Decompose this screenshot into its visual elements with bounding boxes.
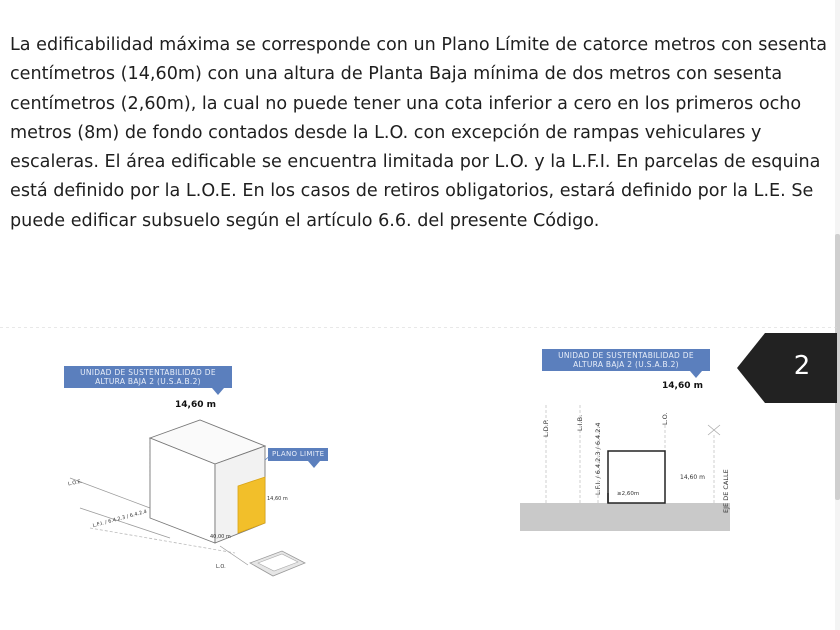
lfi-label-right: L.F.I. / 6.4.2.3 / 6.4.2.4	[594, 422, 602, 495]
lfi-label-left: L.F.I. / 6.4.2.3 / 6.4.2.4	[92, 508, 148, 530]
ground-band	[520, 503, 730, 531]
height-label-right: 14,60 m	[662, 381, 703, 391]
usab-bubble-left: UNIDAD DE SUSTENTABILIDAD DE ALTURA BAJA 2 (U.S.A.B.2)	[64, 366, 232, 388]
lo-line	[220, 546, 248, 565]
height-small-right: 14,60 m	[680, 474, 705, 481]
isometric-building-drawing	[60, 358, 360, 588]
figure-divider	[0, 327, 840, 328]
plano-limite-plane	[238, 477, 265, 533]
lob-label: L.O.E.	[67, 478, 83, 488]
lo-label-left: L.O.	[216, 564, 226, 570]
ldp-label: L.D.P.	[542, 419, 550, 437]
section-drawing	[520, 345, 740, 545]
body-paragraph: La edificabilidad máxima se corresponde con un Plano Límite de catorce metros con sesenta centímetros (14,60m) con una altura de Planta Baja mínima de dos metros con sesenta centímetros (2,60m), la cual no puede tener una cota inferior a cero en los primeros ocho metros (8m) de fondo contados desde la L.O. con excepción de rampas vehiculares y escaleras. El área edificable se encuentra limitada por L.O. y la L.F.I. En parcelas de esquina está definido por la L.O.E. En los casos de retiros obligatorios, estará definido por la L.E. Se puede edificar subsuelo según el artículo 6.6. del presente Código.	[10, 35, 828, 231]
page-number: 2	[793, 351, 811, 381]
plano-limite-bubble: PLANO LIMITE	[268, 448, 328, 461]
small-dim-1: 14,60 m	[267, 496, 288, 502]
section-figure	[520, 345, 740, 545]
lib-label: L.I.B.	[576, 414, 584, 431]
eje-calle-label: EJE DE CALLE	[722, 469, 730, 513]
height-label-left: 14,60 m	[175, 400, 216, 410]
usab-bubble-right: UNIDAD DE SUSTENTABILIDAD DE ALTURA BAJA 2 (U.S.A.B.2)	[542, 349, 710, 371]
pb-small-right: ≥2,60m	[617, 491, 640, 497]
small-dim-2: 40,00 m	[210, 534, 231, 540]
isometric-figure	[60, 358, 360, 588]
page-number-badge	[737, 333, 837, 403]
lo-label-right: L.O.	[661, 412, 669, 425]
